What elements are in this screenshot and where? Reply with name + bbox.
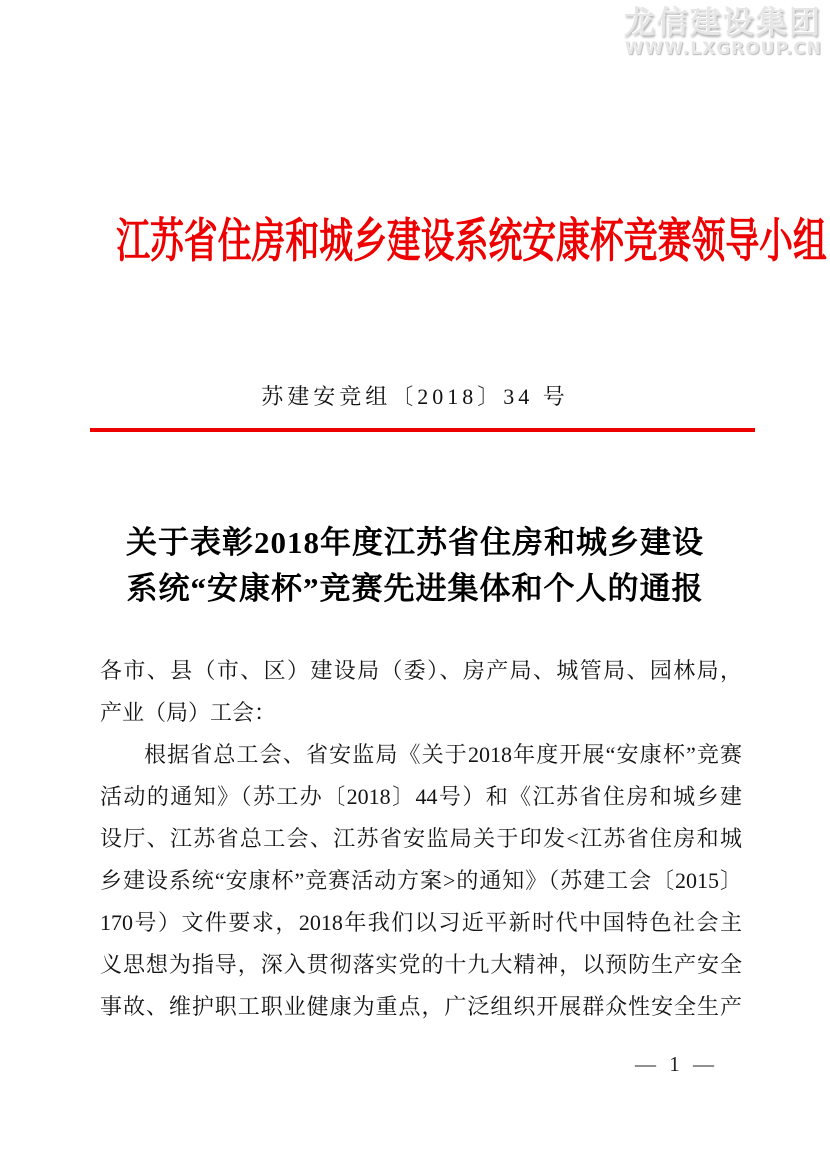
doc-title-line1: 关于表彰2018年度江苏省住房和城乡建设 (126, 525, 704, 560)
red-divider-rule (90, 428, 755, 432)
watermark (624, 6, 822, 59)
doc-title-line2: 系统“安康杯”竞赛先进集体和个人的通报 (126, 571, 704, 606)
body-line: 根据省总工会、省安监局《关于2018年度开展“安康杯”竞赛 (144, 742, 742, 767)
body-line: 设厅、江苏省总工会、江苏省安监局关于印发<江苏省住房和城 (100, 826, 742, 851)
doc-title (0, 520, 830, 612)
watermark-company-name: 龙信建设集团 (624, 5, 822, 41)
org-title-redhead: 江苏省住房和城乡建设系统安康杯竞赛领导小组 (116, 216, 827, 268)
body-line: 各市、县（市、区）建设局（委）、房产局、城管局、园林局， (100, 658, 742, 683)
body-line: 170号）文件要求，2018年我们以习近平新时代中国特色社会主 (100, 910, 742, 935)
body-line: 产业（局）工会： (100, 700, 277, 725)
watermark-website: WWW.LXGROUP.CN (624, 39, 822, 59)
doc-number: 苏建安竞组〔2018〕34 号 (261, 384, 569, 409)
body-line: 义思想为指导，深入贯彻落实党的十九大精神，以预防生产安全 (100, 952, 742, 977)
page-number: — 1 — (635, 1052, 718, 1076)
doc-body (100, 650, 742, 1028)
body-line: 活动的通知》（苏工办〔2018〕44号）和《江苏省住房和城乡建 (100, 784, 742, 809)
body-line: 事故、维护职工职业健康为重点，广泛组织开展群众性安全生产 (100, 994, 742, 1019)
body-line: 乡建设系统“安康杯”竞赛活动方案>的通知》（苏建工会〔2015〕 (100, 868, 742, 893)
